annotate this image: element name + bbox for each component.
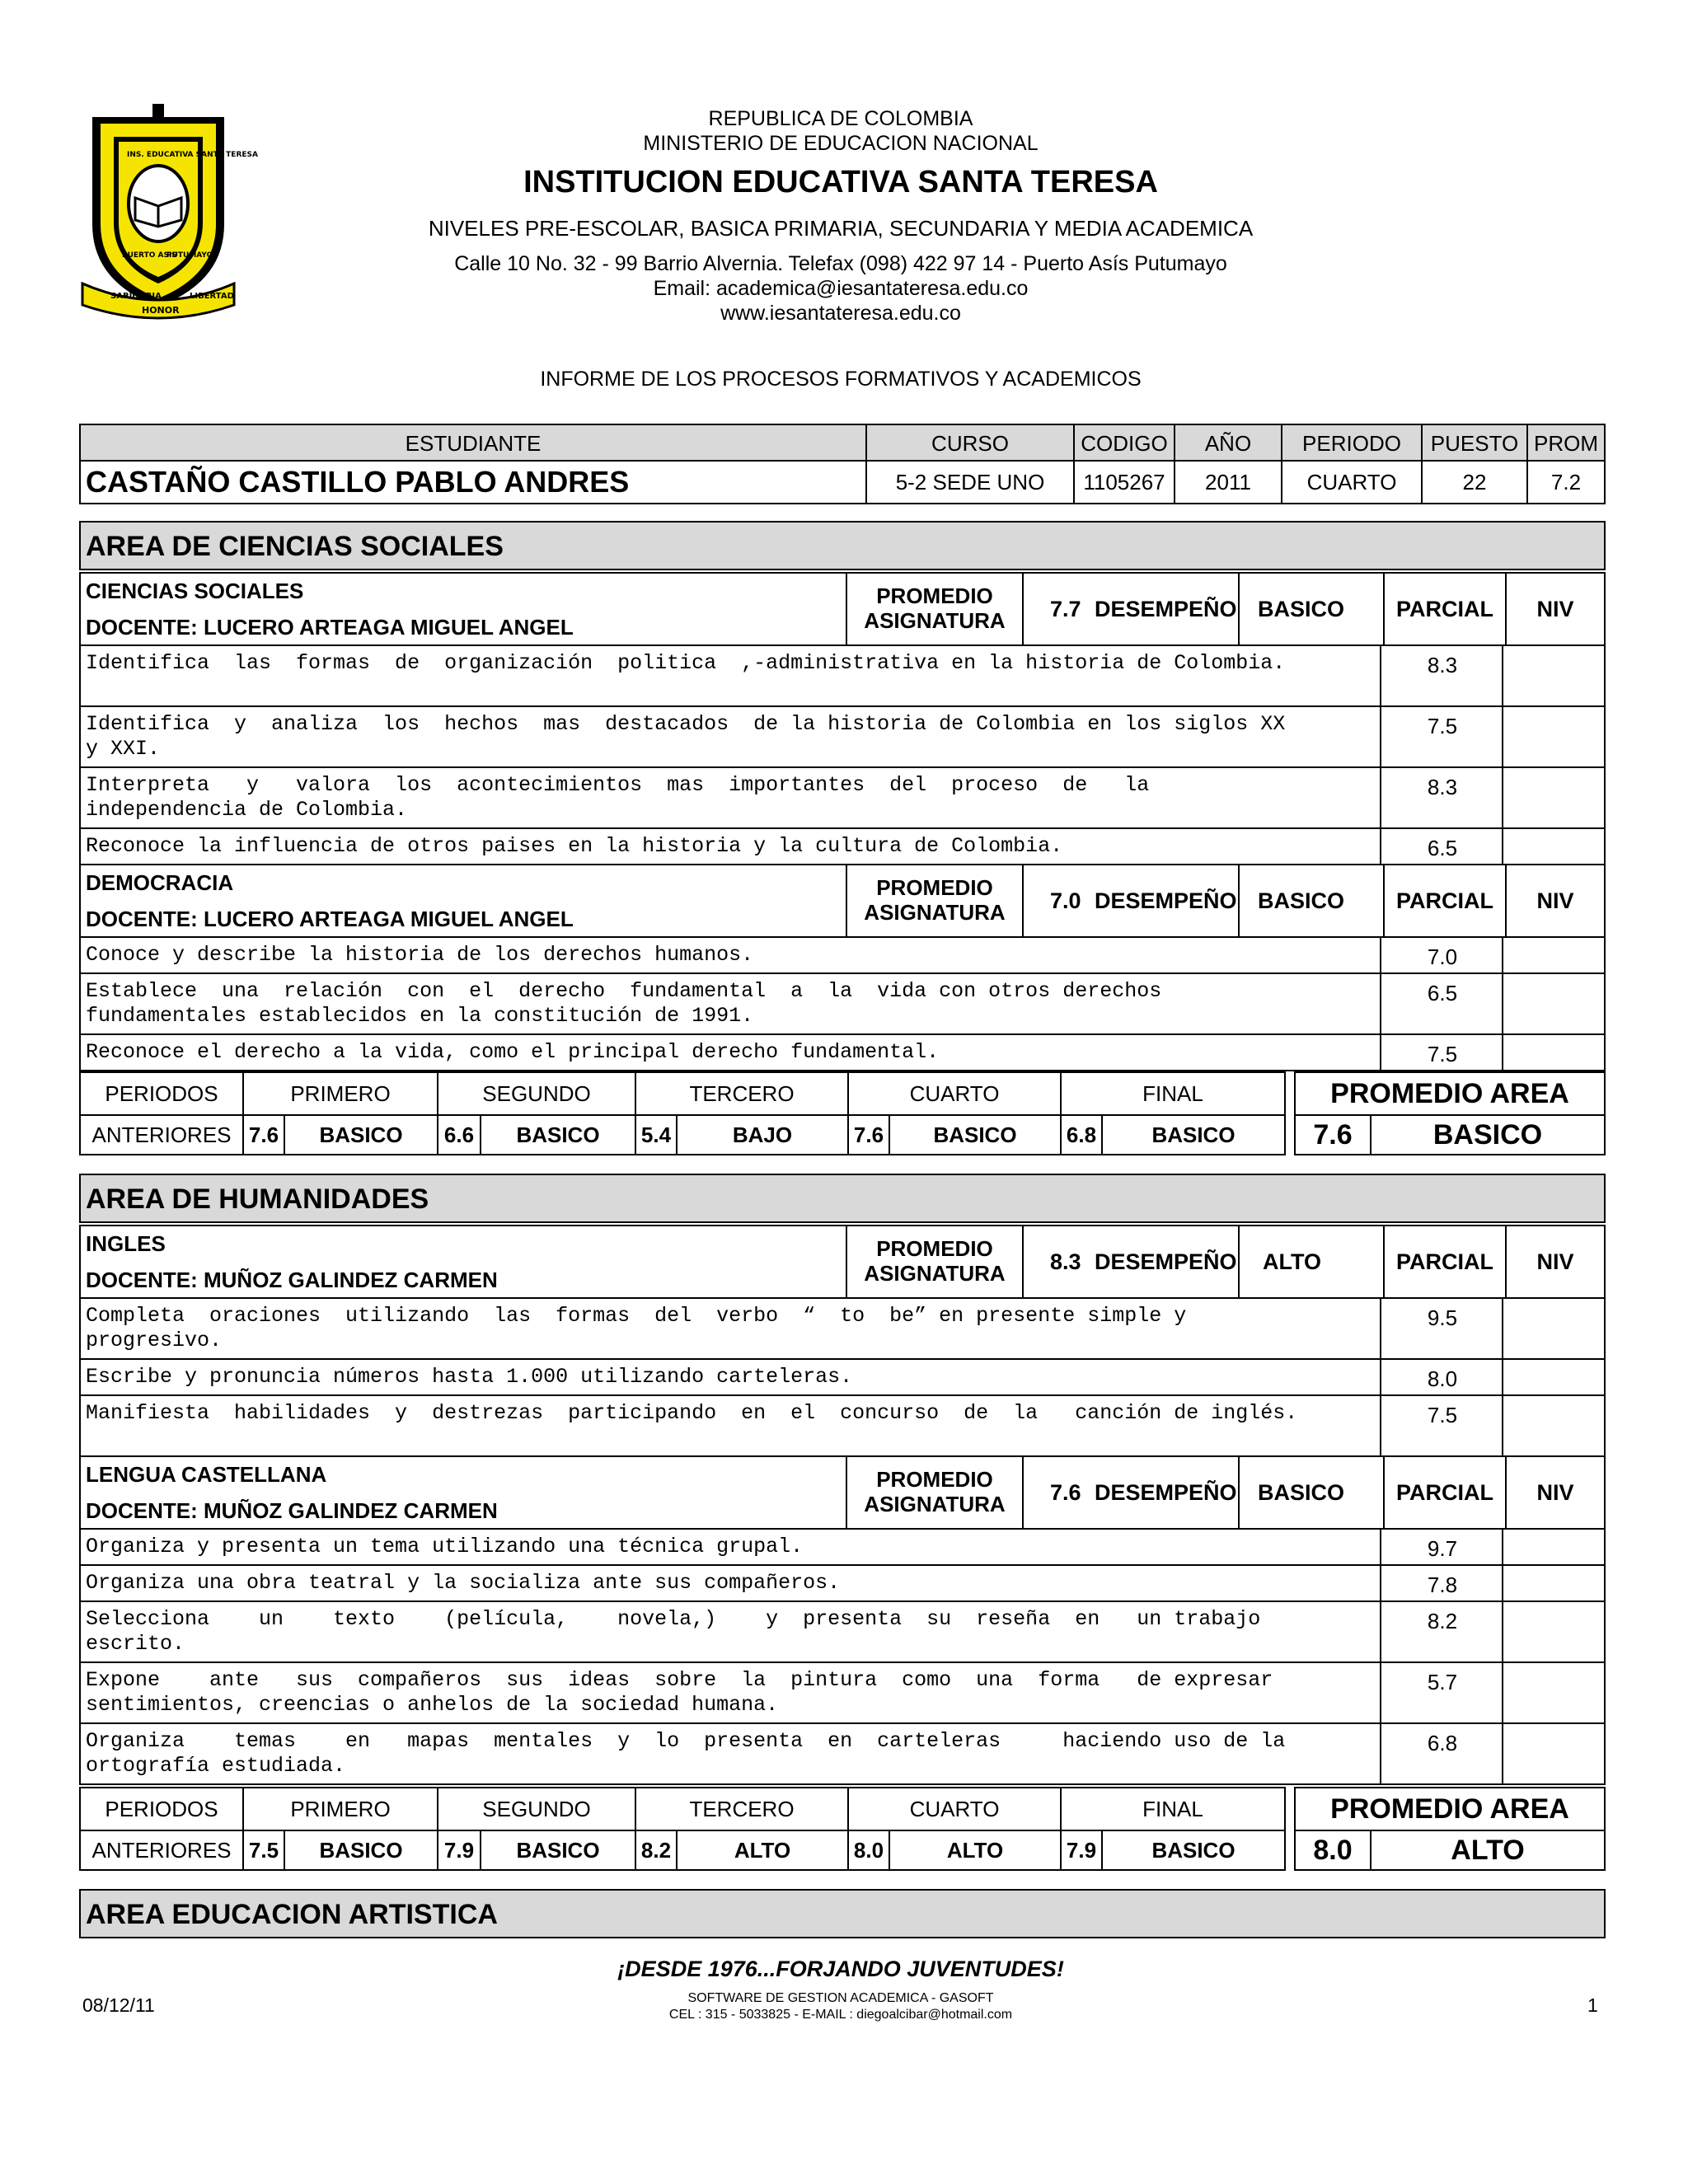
- tercero-score: 5.4: [640, 1122, 672, 1147]
- niv-label: NIV: [1536, 1249, 1574, 1274]
- criterion-scores: [1380, 766, 1606, 829]
- primero-label: PRIMERO: [290, 1797, 391, 1821]
- subject-teacher: DOCENTE: LUCERO ARTEAGA MIGUEL ANGEL: [86, 615, 574, 640]
- criterion-text: Escribe y pronuncia números hasta 1.000 utilizando carteleras.: [86, 1365, 853, 1389]
- niv-label: NIV: [1536, 1480, 1574, 1505]
- svg-text:LIBERTAD: LIBERTAD: [190, 292, 234, 301]
- promedio-area-label: PROMEDIO AREA: [1330, 1793, 1569, 1825]
- subject-name: CIENCIAS SOCIALES: [86, 579, 304, 603]
- criterion-row: [79, 1564, 1381, 1602]
- school-crest-logo: [76, 101, 258, 323]
- criterion-score: 7.5: [1427, 1403, 1458, 1427]
- subject-teacher: DOCENTE: LUCERO ARTEAGA MIGUEL ANGEL: [86, 907, 574, 931]
- criterion-row: [79, 1722, 1381, 1785]
- primero-level: BASICO: [319, 1838, 403, 1863]
- promedio-asignatura-value: 7.0: [1050, 888, 1081, 913]
- criterion-text: Reconoce el derecho a la vida, como el principal derecho fundamental.: [86, 1040, 940, 1064]
- segundo-label: SEGUNDO: [482, 1797, 591, 1821]
- criterion-text: Identifica las formas de organización politica ,-administrativa en la historia de Colombia.: [86, 651, 1286, 675]
- area-title: AREA DE CIENCIAS SOCIALES: [86, 531, 504, 562]
- final-label: FINAL: [1142, 1797, 1203, 1821]
- area-title-bar: [79, 1174, 1606, 1223]
- cuarto-label: CUARTO: [909, 1797, 1000, 1821]
- periods-table: [79, 1787, 1286, 1871]
- criterion-row: [79, 936, 1381, 974]
- primero-level: BASICO: [319, 1122, 403, 1147]
- levels-line: NIVELES PRE-ESCOLAR, BASICA PRIMARIA, SECUNDARIA Y MEDIA ACADEMICA: [428, 216, 1254, 241]
- footer-date: 08/12/11: [82, 1994, 155, 2016]
- footer-software: SOFTWARE DE GESTION ACADEMICA - GASOFT: [687, 1991, 994, 2005]
- ministry-line: MINISTERIO DE EDUCACION NACIONAL: [643, 132, 1039, 155]
- anteriores-label: ANTERIORES: [91, 1838, 232, 1863]
- criterion-score: 7.8: [1427, 1572, 1458, 1597]
- anteriores-label: ANTERIORES: [91, 1122, 232, 1147]
- promedio-area-level: BASICO: [1432, 1119, 1543, 1151]
- subject-name: DEMOCRACIA: [86, 870, 234, 895]
- segundo-level: BASICO: [516, 1122, 600, 1147]
- footer-page-number: 1: [1587, 1994, 1598, 2016]
- final-label: FINAL: [1142, 1081, 1203, 1106]
- criterion-row: [79, 1601, 1381, 1663]
- tercero-score: 8.2: [640, 1838, 672, 1863]
- cuarto-score: 7.6: [853, 1122, 884, 1147]
- desempeno-label: DESEMPEÑO: [1095, 597, 1237, 621]
- final-score: 6.8: [1066, 1122, 1097, 1147]
- criterion-row: [79, 827, 1381, 865]
- criterion-scores: [1380, 1601, 1606, 1663]
- institution-name: INSTITUCION EDUCATIVA SANTA TERESA: [523, 165, 1158, 199]
- criterion-score: 7.5: [1427, 1042, 1458, 1066]
- criterion-text: Expone ante sus compañeros sus ideas sobre la pintura como una forma de expresar sentimientos, creencias o anhelos de la sociedad humana.: [86, 1668, 1286, 1717]
- subject-name: LENGUA CASTELLANA: [86, 1462, 327, 1487]
- criterion-scores: [1380, 1722, 1606, 1785]
- svg-text:SABIDURIA: SABIDURIA: [110, 292, 162, 301]
- subject-header: [79, 1455, 1606, 1530]
- header-puesto: PUESTO: [1423, 425, 1528, 462]
- parcial-label: PARCIAL: [1396, 597, 1493, 621]
- criterion-scores: [1380, 1394, 1606, 1457]
- criterion-text: Manifiesta habilidades y destrezas participando en el concurso de la canción de inglés.: [86, 1401, 1298, 1425]
- desempeno-value: BASICO: [1258, 888, 1345, 913]
- segundo-score: 7.9: [443, 1838, 475, 1863]
- criterion-row: [79, 1661, 1381, 1724]
- cuarto-score: 8.0: [853, 1838, 884, 1863]
- criterion-text: Completa oraciones utilizando las formas del verbo “ to be” en presente simple y progresivo.: [86, 1304, 1199, 1352]
- criterion-scores: [1380, 972, 1606, 1035]
- promedio-area-score: 7.6: [1313, 1119, 1353, 1151]
- criterion-score: 8.3: [1427, 775, 1458, 799]
- subject-teacher: DOCENTE: MUÑOZ GALINDEZ CARMEN: [86, 1498, 498, 1523]
- criterion-row: [79, 705, 1381, 768]
- primero-score: 7.5: [248, 1838, 279, 1863]
- criterion-scores: [1380, 1564, 1606, 1602]
- promedio-asignatura-label: PROMEDIO ASIGNATURA: [864, 875, 1006, 925]
- cuarto-level: BASICO: [933, 1122, 1017, 1147]
- criterion-score: 6.5: [1427, 836, 1458, 860]
- criterion-scores: [1380, 936, 1606, 974]
- parcial-label: PARCIAL: [1396, 1480, 1493, 1505]
- segundo-level: BASICO: [516, 1838, 600, 1863]
- criterion-scores: [1380, 644, 1606, 707]
- criterion-text: Interpreta y valora los acontecimientos mas importantes del proceso de la independencia de Colombia.: [86, 773, 1162, 822]
- criterion-score: 6.5: [1427, 981, 1458, 1005]
- header-prom: PROM: [1534, 430, 1598, 456]
- segundo-score: 6.6: [443, 1122, 475, 1147]
- criterion-scores: [1380, 1033, 1606, 1071]
- cuarto-label: CUARTO: [909, 1081, 1000, 1106]
- criterion-row: [79, 972, 1381, 1035]
- parcial-label: PARCIAL: [1396, 888, 1493, 913]
- criterion-scores: [1380, 1661, 1606, 1724]
- student-table-header: [79, 424, 1606, 462]
- subject-header: [79, 1225, 1606, 1299]
- criterion-text: Conoce y describe la historia de los derechos humanos.: [86, 943, 754, 967]
- promedio-asignatura-value: 7.7: [1050, 597, 1081, 621]
- criterion-scores: [1380, 705, 1606, 768]
- criterion-score: 7.0: [1427, 944, 1458, 969]
- svg-text:PUERTO ASIS: PUERTO ASIS: [122, 251, 177, 260]
- tercero-level: ALTO: [734, 1838, 791, 1863]
- segundo-label: SEGUNDO: [482, 1081, 591, 1106]
- desempeno-value: BASICO: [1258, 1480, 1345, 1505]
- primero-score: 7.6: [248, 1122, 279, 1147]
- svg-text:INS. EDUCATIVA SANTA TERESA: INS. EDUCATIVA SANTA TERESA: [127, 151, 258, 159]
- criterion-scores: [1380, 1528, 1606, 1566]
- promedio-asignatura-label: PROMEDIO ASIGNATURA: [864, 1236, 1006, 1286]
- periods-table: [79, 1071, 1286, 1155]
- promedio-asignatura-label: PROMEDIO ASIGNATURA: [864, 583, 1006, 633]
- student-name: CASTAÑO CASTILLO PABLO ANDRES: [81, 462, 867, 503]
- criterion-score: 5.7: [1427, 1670, 1458, 1694]
- final-level: BASICO: [1151, 1122, 1236, 1147]
- promedio-area-score: 8.0: [1313, 1835, 1353, 1866]
- desempeno-label: DESEMPEÑO: [1095, 1480, 1237, 1505]
- criterion-row: [79, 644, 1381, 707]
- country-line: REPUBLICA DE COLOMBIA: [708, 107, 973, 130]
- criterion-row: [79, 1528, 1381, 1566]
- area-title-bar: [79, 1889, 1606, 1938]
- area-title: AREA DE HUMANIDADES: [86, 1183, 429, 1215]
- student-codigo: 1105267: [1075, 462, 1175, 503]
- header-codigo: CODIGO: [1075, 425, 1175, 462]
- criterion-row: [79, 1358, 1381, 1396]
- criterion-text: Organiza temas en mapas mentales y lo presenta en carteleras haciendo uso de la ortografía estudiada.: [86, 1729, 1298, 1778]
- criterion-score: 7.5: [1427, 714, 1458, 738]
- tercero-label: TERCERO: [689, 1797, 795, 1821]
- desempeno-label: DESEMPEÑO: [1095, 888, 1237, 913]
- promedio-asignatura-value: 8.3: [1050, 1249, 1081, 1274]
- area-title-bar: [79, 521, 1606, 570]
- address-line: Calle 10 No. 32 - 99 Barrio Alvernia. Telefax (098) 422 97 14 - Puerto Asís Putumayo: [454, 252, 1227, 275]
- student-puesto: 22: [1423, 462, 1528, 503]
- criterion-text: Selecciona un texto (película, novela,) y presenta su reseña en un trabajo escrito.: [86, 1607, 1273, 1656]
- primero-label: PRIMERO: [290, 1081, 391, 1106]
- student-anio: 2011: [1175, 462, 1282, 503]
- criterion-text: Identifica y analiza los hechos mas destacados de la historia de Colombia en los siglos XX y XXI.: [86, 712, 1298, 761]
- periodos-label: PERIODOS: [105, 1081, 218, 1106]
- criterion-row: [79, 766, 1381, 829]
- criterion-text: Organiza y presenta un tema utilizando una técnica grupal.: [86, 1535, 804, 1558]
- promedio-area-level: ALTO: [1451, 1835, 1525, 1866]
- criterion-scores: [1380, 1358, 1606, 1396]
- tercero-label: TERCERO: [689, 1081, 795, 1106]
- web-line: www.iesantateresa.edu.co: [720, 302, 961, 325]
- promedio-asignatura-label: PROMEDIO ASIGNATURA: [864, 1467, 1006, 1516]
- email-line: Email: academica@iesantateresa.edu.co: [653, 277, 1029, 300]
- promedio-asignatura-value: 7.6: [1050, 1480, 1081, 1505]
- subject-header: [79, 572, 1606, 646]
- parcial-label: PARCIAL: [1396, 1249, 1493, 1274]
- criterion-row: [79, 1297, 1381, 1360]
- student-curso: 5-2 SEDE UNO: [867, 462, 1075, 503]
- criterion-scores: [1380, 827, 1606, 865]
- criterion-score: 9.7: [1427, 1536, 1458, 1561]
- header-curso: CURSO: [867, 425, 1075, 462]
- criterion-scores: [1380, 1297, 1606, 1360]
- subject-name: INGLES: [86, 1231, 166, 1256]
- desempeno-label: DESEMPEÑO: [1095, 1249, 1237, 1274]
- promedio-area-label: PROMEDIO AREA: [1330, 1078, 1569, 1109]
- student-prom: 7.2: [1550, 469, 1582, 494]
- criterion-score: 8.2: [1427, 1609, 1458, 1633]
- criterion-score: 9.5: [1427, 1305, 1458, 1330]
- subject-teacher: DOCENTE: MUÑOZ GALINDEZ CARMEN: [86, 1268, 498, 1292]
- footer-motto: ¡DESDE 1976...FORJANDO JUVENTUDES!: [617, 1957, 1064, 1981]
- niv-label: NIV: [1536, 888, 1574, 913]
- student-periodo: CUARTO: [1282, 462, 1423, 503]
- criterion-text: Establece una relación con el derecho fundamental a la vida con otros derechos fundamentales establecidos en la constitución de 1991.: [86, 979, 1175, 1028]
- criterion-row: [79, 1394, 1381, 1457]
- criterion-row: [79, 1033, 1381, 1071]
- tercero-level: BAJO: [732, 1122, 793, 1147]
- area-title: AREA EDUCACION ARTISTICA: [86, 1899, 498, 1930]
- header-periodo: PERIODO: [1282, 425, 1423, 462]
- student-table-row: [79, 460, 1606, 504]
- criterion-text: Organiza una obra teatral y la socializa ante sus compañeros.: [86, 1571, 841, 1595]
- footer-contact: CEL : 315 - 5033825 - E-MAIL : diegoalcibar@hotmail.com: [668, 2008, 1013, 2022]
- desempeno-value: ALTO: [1263, 1249, 1321, 1274]
- subject-header: [79, 864, 1606, 938]
- periodos-label: PERIODOS: [105, 1797, 218, 1821]
- criterion-score: 8.3: [1427, 653, 1458, 677]
- header-estudiante: ESTUDIANTE: [81, 425, 867, 462]
- header-anio: AÑO: [1175, 425, 1282, 462]
- svg-text:HONOR: HONOR: [142, 305, 180, 316]
- niv-label: NIV: [1536, 597, 1574, 621]
- criterion-text: Reconoce la influencia de otros paises en la historia y la cultura de Colombia.: [86, 834, 1063, 858]
- final-level: BASICO: [1151, 1838, 1236, 1863]
- promedio-area-box: [1294, 1071, 1606, 1155]
- cuarto-level: ALTO: [946, 1838, 1004, 1863]
- promedio-area-box: [1294, 1787, 1606, 1871]
- final-score: 7.9: [1066, 1838, 1097, 1863]
- report-title: INFORME DE LOS PROCESOS FORMATIVOS Y ACADEMICOS: [540, 368, 1142, 391]
- criterion-score: 8.0: [1427, 1366, 1458, 1391]
- criterion-score: 6.8: [1427, 1731, 1458, 1755]
- desempeno-value: BASICO: [1258, 597, 1345, 621]
- svg-text:PUTUMAYO: PUTUMAYO: [166, 251, 213, 260]
